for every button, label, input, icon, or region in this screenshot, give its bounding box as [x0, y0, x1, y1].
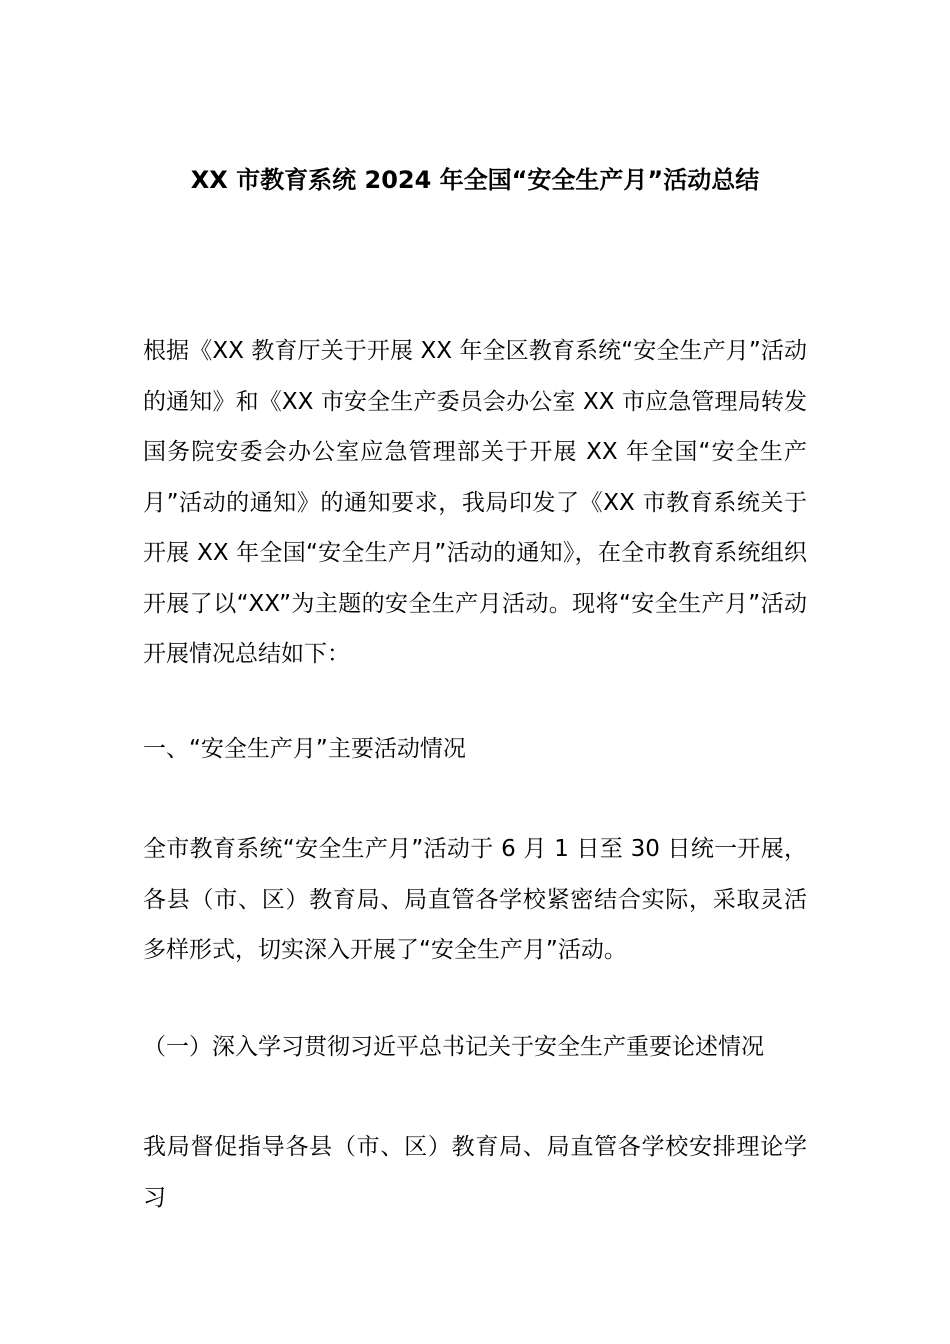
- section1-paragraph: 全市教育系统“安全生产月”活动于 6 月 1 日至 30 日统一开展，各县（市、区）教育局、局直管各学校紧密结合实际，采取灵活多样形式，切实深入开展了“安全生产月”活动。: [143, 836, 807, 963]
- intro-paragraph: 根据《XX 教育厅关于开展 XX 年全区教育系统“安全生产月”活动的通知》和《XX 市安全生产委员会办公室 XX 市应急管理局转发国务院安委会办公室应急管理部关于开展 XX 年全国“安全生产月”活动的通知》的通知要求，我局印发了《XX 市教育系统关于开展 XX 年全国“安全生产月”活动的通知》，在全市教育系统组织开展了以“XX”为主题的安全生产月活动。现将“安全生产月”活动开展情况总结如下：: [143, 338, 807, 667]
- subsection-heading-1: （一）深入学习贯彻习近平总书记关于安全生产重要论述情况: [143, 1034, 764, 1060]
- subsection1-paragraph: 我局督促指导各县（市、区）教育局、局直管各学校安排理论学习: [143, 1134, 807, 1211]
- section-heading-1: 一、“安全生产月”主要活动情况: [143, 736, 466, 762]
- document-title: XX 市教育系统 2024 年全国“安全生产月”活动总结: [190, 166, 760, 194]
